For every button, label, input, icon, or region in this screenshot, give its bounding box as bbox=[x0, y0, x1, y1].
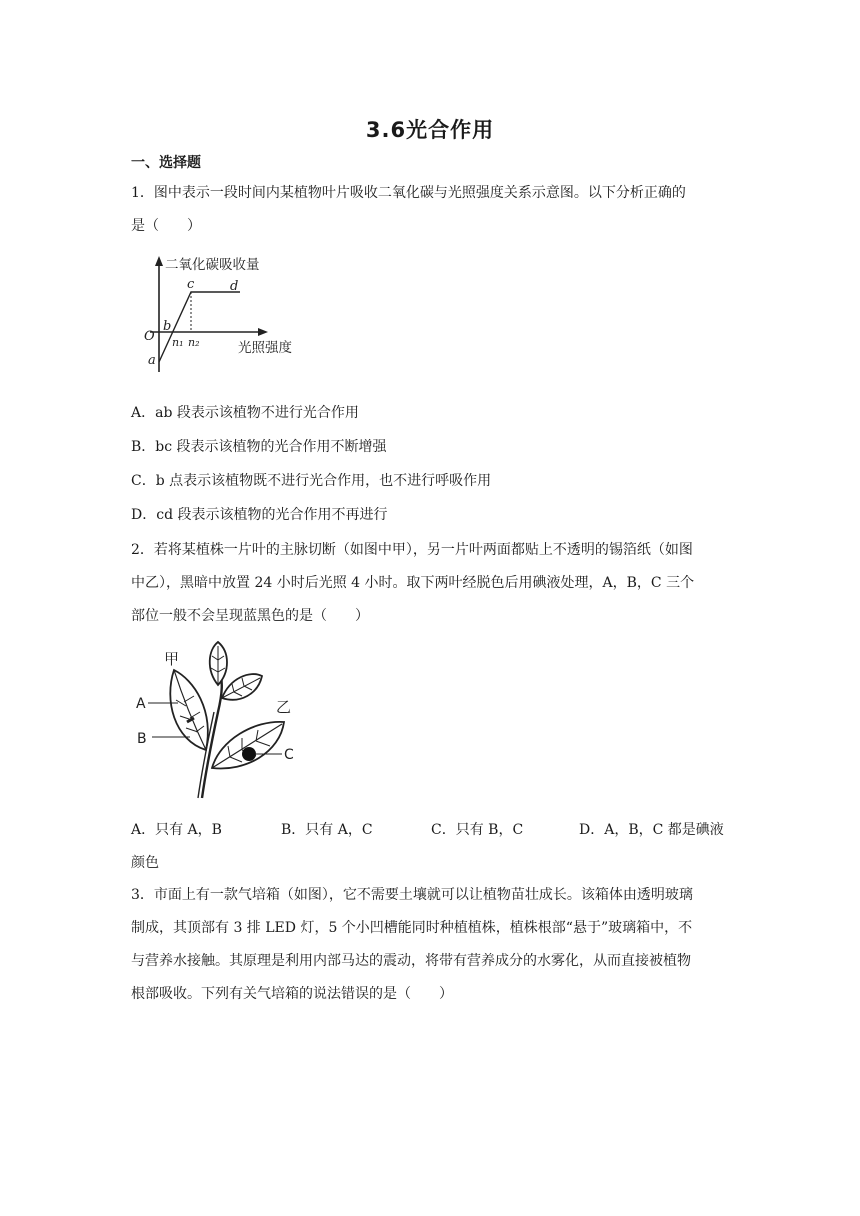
q2-stem-line1: 2．若将某植株一片叶的主脉切断（如图中甲），另一片叶两面都贴上不透明的锡箔纸（如图 bbox=[131, 542, 693, 558]
y-axis-arrow bbox=[155, 256, 163, 266]
q3-line2: 制成，其顶部有 3 排 LED 灯，5 个小凹槽能同时种植植株，植株根部“悬于”玻璃箱中，不 bbox=[131, 920, 693, 936]
x-axis-label: 光照强度 bbox=[238, 340, 292, 356]
point-d-label: d bbox=[230, 279, 239, 294]
label-yi: 乙 bbox=[276, 698, 292, 716]
q2-stem-line2: 中乙），黑暗中放置 24 小时后光照 4 小时。取下两叶经脱色后用碘液处理，A，B，C 三个 bbox=[131, 575, 695, 591]
q2-options-row bbox=[131, 814, 731, 880]
n1-label: n₁ bbox=[172, 336, 184, 349]
q2-leaf-figure bbox=[134, 640, 314, 800]
q1-stem-line2: 是（ ） bbox=[131, 218, 201, 234]
point-c-label: c bbox=[187, 277, 195, 292]
q3-stem bbox=[131, 879, 731, 1011]
q2-option-a: A．只有 A，B bbox=[131, 822, 222, 838]
q2-stem bbox=[131, 534, 731, 633]
q2-stem-line3: 部位一般不会呈现蓝黑色的是（ ） bbox=[131, 608, 369, 624]
section-heading: 一、选择题 bbox=[131, 155, 201, 171]
q2-option-d-cont: 颜色 bbox=[131, 855, 159, 871]
n2-label: n₂ bbox=[188, 336, 200, 349]
q2-option-d: D．A，B，C 都是碘液 bbox=[579, 822, 724, 838]
q2-option-c: C．只有 B，C bbox=[431, 822, 524, 838]
x-axis-arrow bbox=[258, 328, 268, 336]
label-c: C bbox=[284, 747, 294, 763]
q1-stem-line1: 1．图中表示一段时间内某植物叶片吸收二氧化碳与光照强度关系示意图。以下分析正确的 bbox=[131, 185, 686, 201]
q1-option-d: D．cd 段表示该植物的光合作用不再进行 bbox=[131, 507, 388, 523]
label-jia: 甲 bbox=[164, 650, 180, 668]
q1-stem bbox=[131, 177, 731, 243]
q3-line3: 与营养水接触。其原理是利用内部马达的震动，将带有营养成分的水雾化，从而直接被植物 bbox=[131, 953, 691, 969]
q1-option-a: A．ab 段表示该植物不进行光合作用 bbox=[131, 405, 359, 421]
label-a: A bbox=[136, 696, 146, 712]
q2-option-b: B．只有 A，C bbox=[281, 822, 373, 838]
point-a-label: a bbox=[148, 353, 156, 368]
q1-option-c: C．b 点表示该植物既不进行光合作用，也不进行呼吸作用 bbox=[131, 473, 492, 489]
q1-co2-light-graph bbox=[138, 250, 308, 380]
page-title: 3.6光合作用 bbox=[365, 118, 495, 142]
q3-line1: 3．市面上有一款气培箱（如图），它不需要土壤就可以让植物苗壮成长。该箱体由透明玻璃 bbox=[131, 887, 693, 903]
y-axis-label: 二氧化碳吸收量 bbox=[165, 257, 260, 273]
q1-option-b: B．bc 段表示该植物的光合作用不断增强 bbox=[131, 439, 387, 455]
point-b-label: b bbox=[163, 319, 172, 334]
label-b: B bbox=[137, 731, 147, 747]
q3-line4: 根部吸收。下列有关气培箱的说法错误的是（ ） bbox=[131, 986, 453, 1002]
origin-label: O bbox=[144, 329, 155, 344]
foil-spot bbox=[242, 747, 256, 761]
